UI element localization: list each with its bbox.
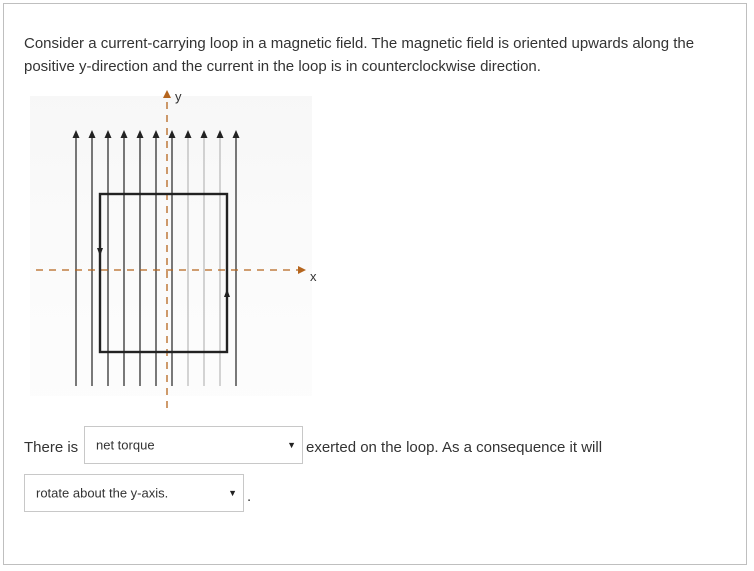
- y-axis-label: y: [175, 89, 182, 104]
- answer-middle-text: exerted on the loop. As a consequence it will: [306, 439, 603, 456]
- question-text: Consider a current-carrying loop in a magnetic field. The magnetic field is oriented upwards along the positive y-direction and the current in the loop is in counterclockwise direction.: [24, 35, 695, 75]
- y-axis-arrow-icon: [163, 90, 171, 98]
- consequence-dropdown-value: rotate about the y-axis.: [36, 485, 169, 501]
- triangle-down-icon: ▼: [287, 440, 296, 450]
- torque-dropdown[interactable]: [84, 426, 303, 464]
- answer-prefix-text: There is: [24, 439, 79, 456]
- answer-suffix-text: .: [247, 488, 252, 505]
- torque-dropdown-value: net torque: [96, 437, 155, 453]
- magnetic-field-loop-diagram: [30, 86, 330, 416]
- triangle-down-icon: ▼: [228, 488, 237, 498]
- x-axis-label: x: [310, 269, 317, 284]
- consequence-dropdown[interactable]: [24, 474, 244, 512]
